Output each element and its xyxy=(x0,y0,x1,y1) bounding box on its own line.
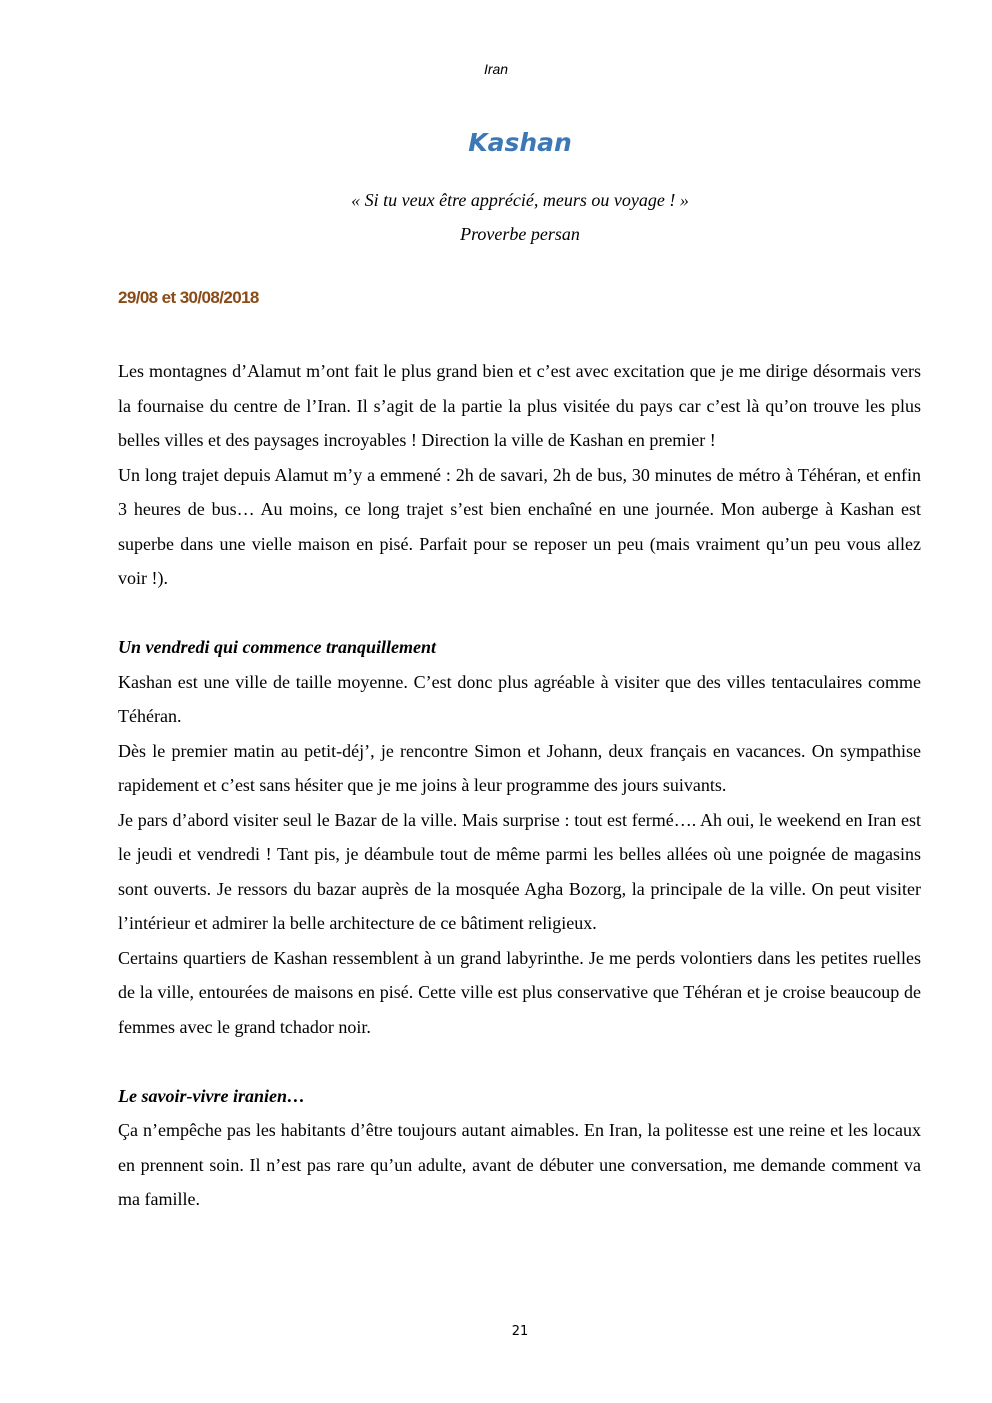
section1-paragraph-3: Je pars d’abord visiter seul le Bazar de la ville. Mais surprise : tout est fermé…. Ah oui, le weekend en Iran est le jeudi et vendredi ! Tant pis, je déambule tout de même parmi les belles allées où une poignée de magasins sont ouverts. Je ressors du bazar auprès de la mosquée Agha Bozorg, la principale de la ville. On peut visiter l’intérieur et admirer la belle architecture de ce bâtiment religieux. xyxy=(118,809,921,933)
epigraph xyxy=(0,183,992,251)
section-heading-savoir-vivre: Le savoir-vivre iranien… xyxy=(118,1085,305,1106)
article-body xyxy=(118,354,921,1217)
chapter-title: Kashan xyxy=(468,128,572,157)
intro-paragraph-2: Un long trajet depuis Alamut m’y a emmené : 2h de savari, 2h de bus, 30 minutes de métro à Téhéran, et enfin 3 heures de bus… Au moins, ce long trajet s’est bien enchaîné en une journée. Mon auberge à Kashan est superbe dans une vielle maison en pisé. Parfait pour se reposer un peu (mais vraiment qu’un peu vous allez voir !). xyxy=(118,464,921,588)
epigraph-attribution: Proverbe persan xyxy=(460,224,580,244)
date-heading: 29/08 et 30/08/2018 xyxy=(118,288,259,307)
intro-paragraph-1: Les montagnes d’Alamut m’ont fait le plus grand bien et c’est avec excitation que je me dirige désormais vers la fournaise du centre de l’Iran. Il s’agit de la partie la plus visitée du pays car c’est là qu’on trouve les plus belles villes et des paysages incroyables ! Direction la ville de Kashan en premier ! xyxy=(118,361,921,450)
epigraph-quote: « Si tu veux être apprécié, meurs ou voyage ! » xyxy=(351,190,689,210)
section2-paragraph-1: Ça n’empêche pas les habitants d’être toujours autant aimables. En Iran, la politesse est une reine et les locaux en prennent soin. Il n’est pas rare qu’un adulte, avant de débuter une conversation, me demande comment va ma famille. xyxy=(118,1120,921,1209)
section1-paragraph-1: Kashan est une ville de taille moyenne. C’est donc plus agréable à visiter que des villes tentaculaires comme Téhéran. xyxy=(118,671,921,726)
page-number: 21 xyxy=(511,1324,529,1339)
section-heading-vendredi: Un vendredi qui commence tranquillement xyxy=(118,637,436,657)
section1-paragraph-2: Dès le premier matin au petit-déj’, je rencontre Simon et Johann, deux français en vacances. On sympathise rapidement et c’est sans hésiter que je me joins à leur programme des jours suivants. xyxy=(118,740,921,795)
running-header: Iran xyxy=(483,61,509,77)
section1-paragraph-4: Certains quartiers de Kashan ressemblent à un grand labyrinthe. Je me perds volontiers dans les petites ruelles de la ville, entourées de maisons en pisé. Cette ville est plus conservative que Téhéran et je croise beaucoup de femmes avec le grand tchador noir. xyxy=(118,947,921,1037)
